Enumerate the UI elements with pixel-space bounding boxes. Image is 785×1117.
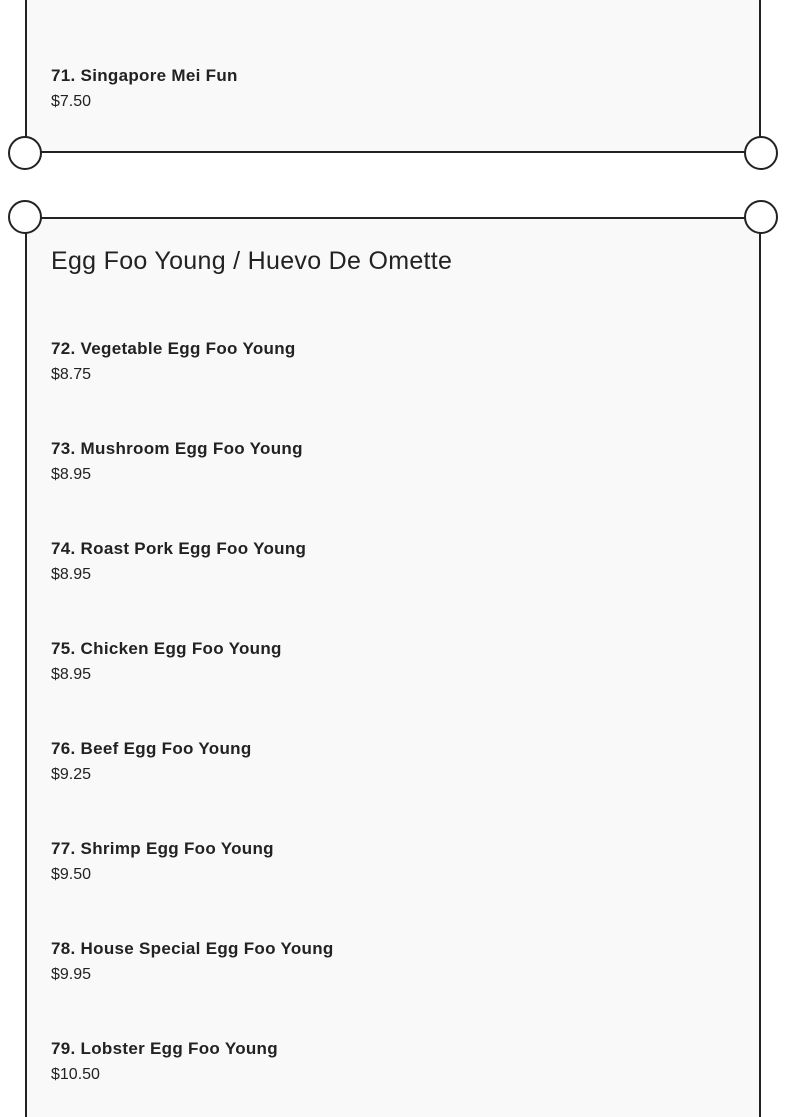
menu-item-name: 71. Singapore Mei Fun: [51, 66, 238, 85]
menu-item-name: 78. House Special Egg Foo Young: [51, 939, 334, 958]
menu-item-price: $8.95: [51, 566, 92, 583]
corner-notch-decoration: [744, 136, 778, 170]
section-title: Egg Foo Young / Huevo De Omette: [51, 247, 453, 275]
menu-item[interactable]: [51, 439, 303, 485]
menu-item-price: $9.50: [51, 866, 92, 883]
menu-item-name: 77. Shrimp Egg Foo Young: [51, 839, 274, 858]
menu-item[interactable]: [51, 639, 282, 685]
menu-item[interactable]: [51, 339, 296, 385]
menu-item-name: 76. Beef Egg Foo Young: [51, 739, 252, 758]
corner-notch-decoration: [8, 136, 42, 170]
menu-item-price: $8.95: [51, 666, 92, 683]
menu-item[interactable]: [51, 739, 252, 785]
menu-item-price: $10.50: [51, 1066, 100, 1083]
menu-item-name: 72. Vegetable Egg Foo Young: [51, 339, 296, 358]
menu-item-name: 74. Roast Pork Egg Foo Young: [51, 539, 307, 558]
menu-item-price: $7.50: [51, 93, 92, 110]
corner-notch-decoration: [8, 200, 42, 234]
menu-item-price: $9.25: [51, 766, 92, 783]
menu-item-name: 75. Chicken Egg Foo Young: [51, 639, 282, 658]
menu-item-price: $9.95: [51, 966, 92, 983]
menu-item[interactable]: [51, 539, 306, 585]
menu-item-name: 73. Mushroom Egg Foo Young: [51, 439, 303, 458]
menu-item[interactable]: [51, 1039, 278, 1085]
menu-item[interactable]: [51, 66, 238, 112]
partial-item-price: [51, 0, 91, 3]
menu-item-price: $8.75: [51, 366, 92, 383]
menu-item[interactable]: [51, 839, 274, 885]
corner-notch-decoration: [744, 200, 778, 234]
menu-section-card-previous: [25, 0, 761, 153]
menu-section-card-egg-foo-young: [25, 217, 761, 1117]
menu-item[interactable]: [51, 939, 334, 985]
menu-item-name: 79. Lobster Egg Foo Young: [51, 1039, 278, 1058]
menu-item-price: $8.95: [51, 466, 92, 483]
